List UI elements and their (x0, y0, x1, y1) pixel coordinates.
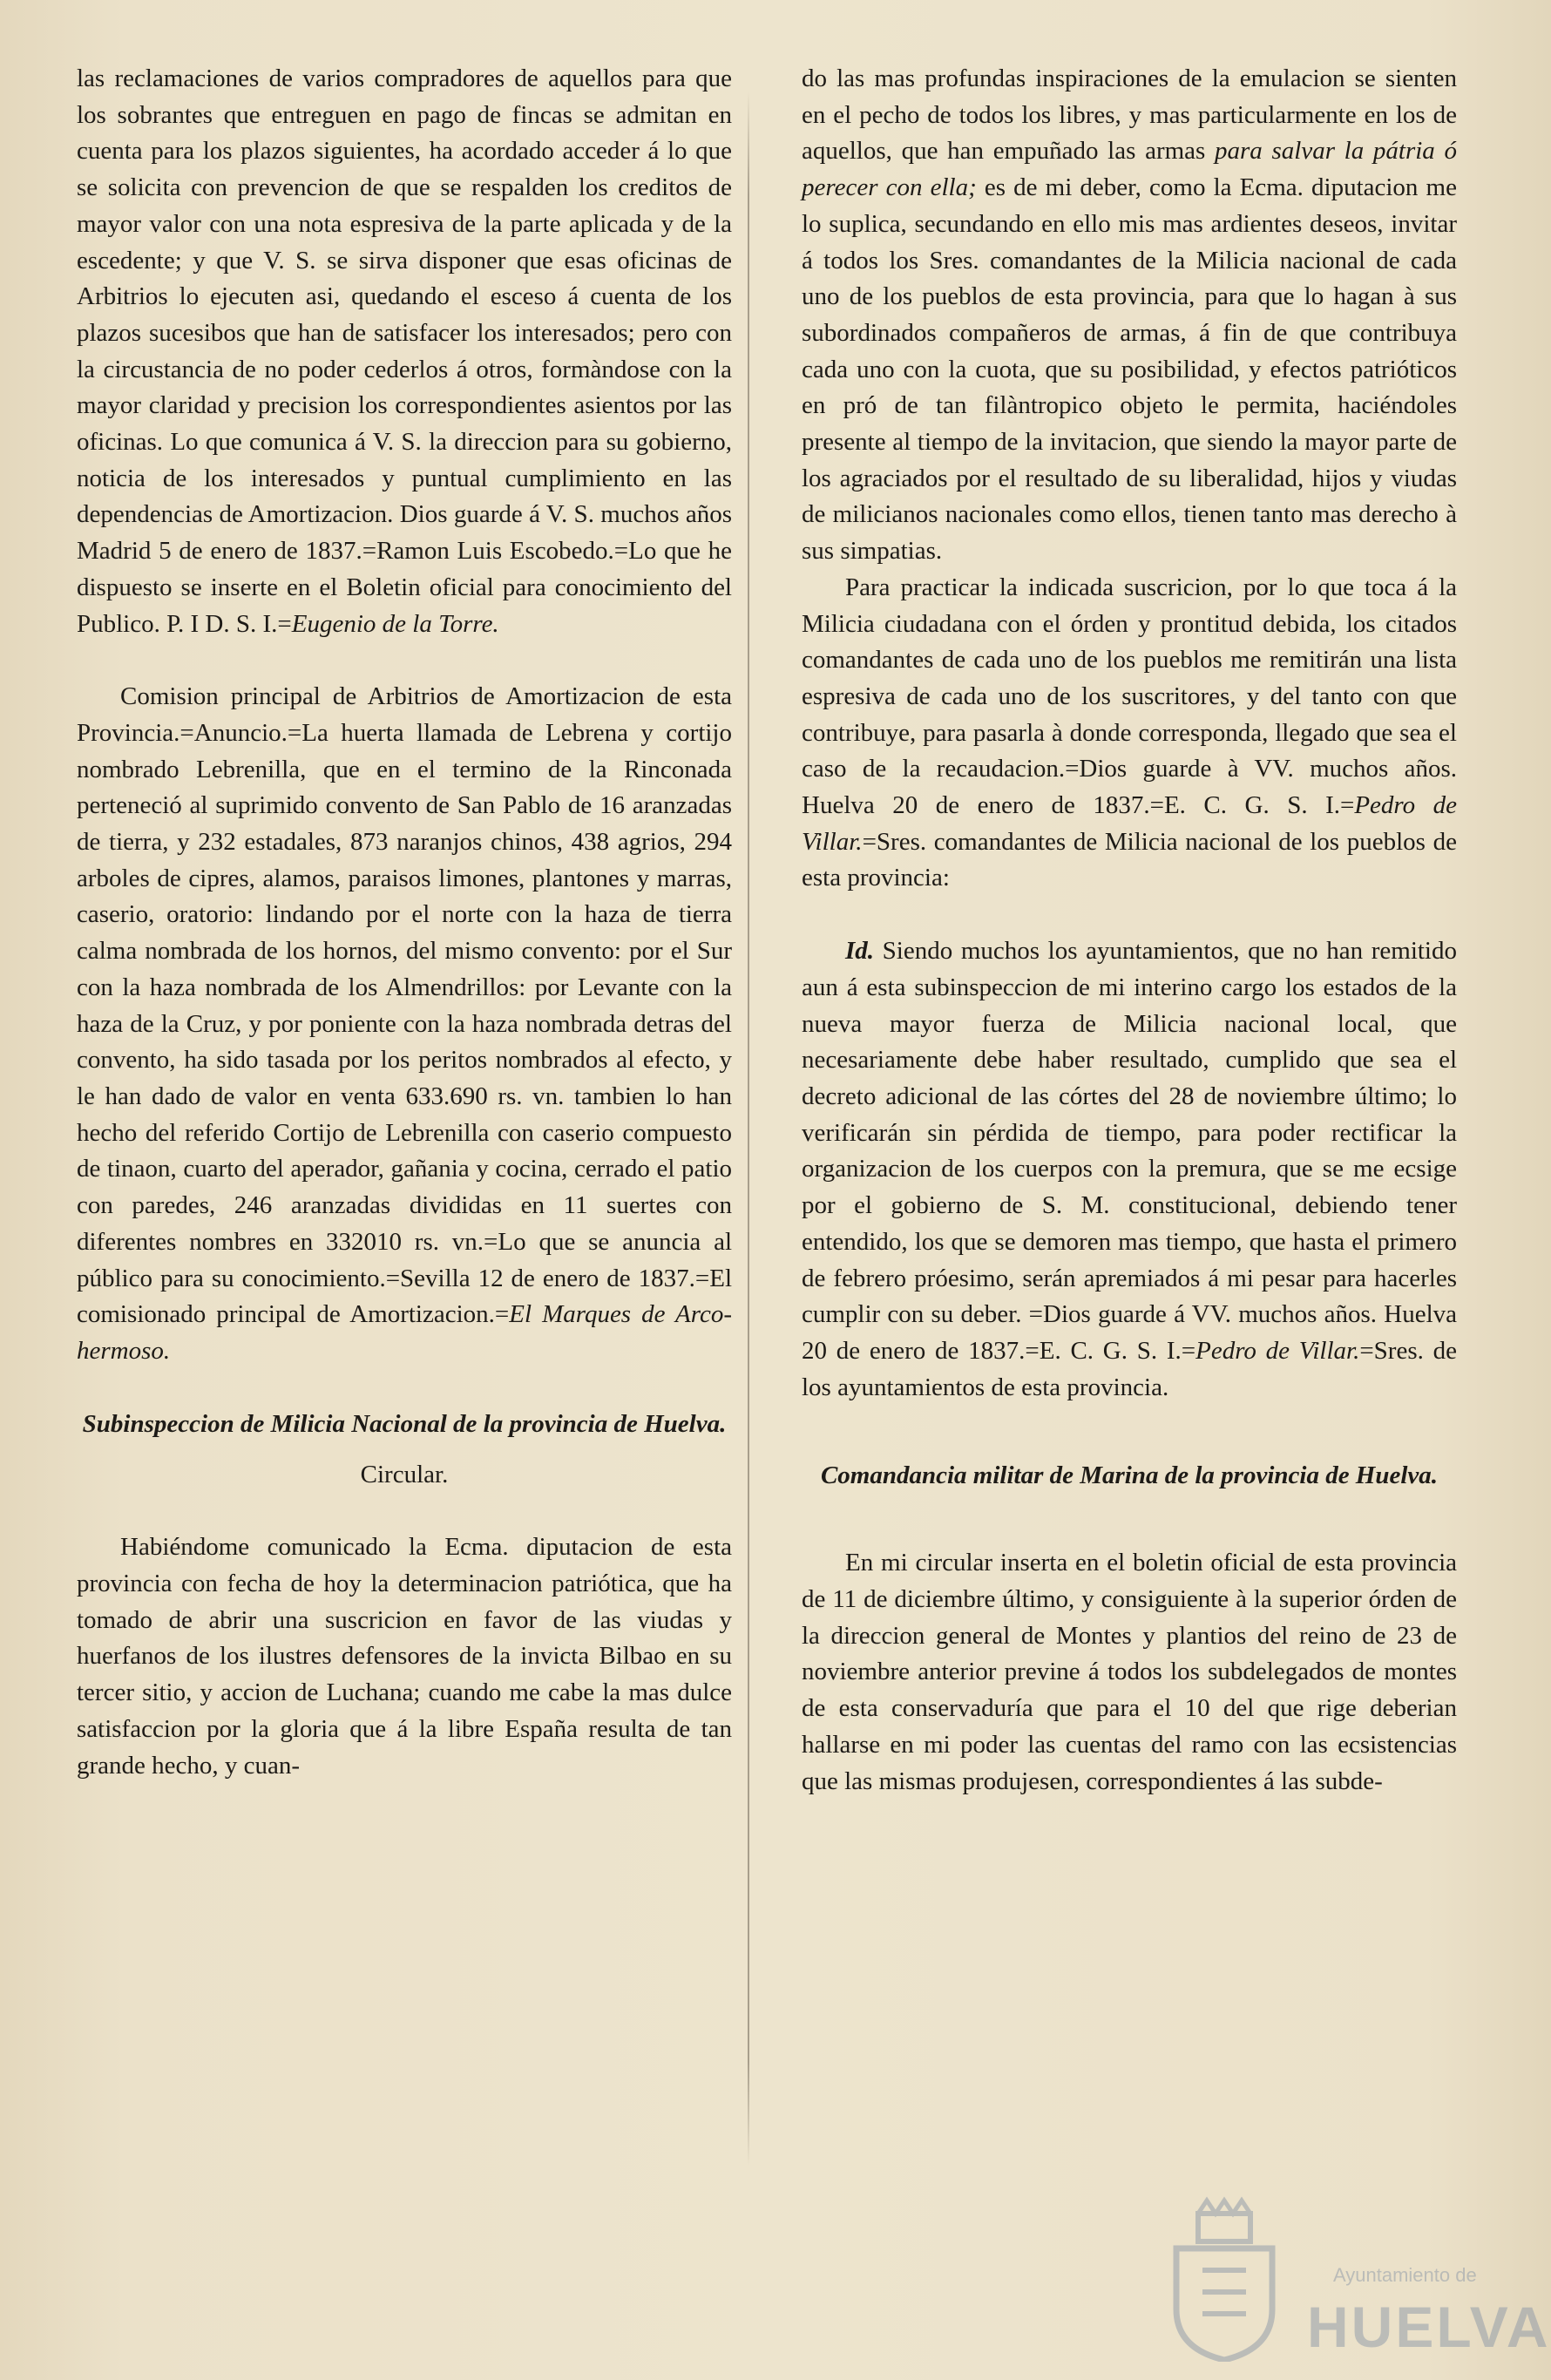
paragraph-amortizacion-escedente (77, 61, 732, 642)
section-heading-marina: Comandancia militar de Marina de la provincia de Huelva. (820, 1461, 1439, 1490)
signature-villar: Pedro de Villar. (802, 791, 1457, 856)
paragraph-text: Siendo muchos los ayuntamientos, que no han remitido aun á esta subinspeccion de mi interino cargo los estados de la nueva mayor fuerza de Milicia nacional local, que necesariamente debe haber resultado, cumplido que sea el decreto adicional de las córtes del 28 de noviembre último; lo verificarán sin pérdida de tiempo, para poder rectificar la organizacion de los cuerpos con la premura, que se me ecsige por el gobierno de S. M. constitucional, debiendo tener entendido, los que se demoren mas tiempo, que hasta el primero de febrero próesimo, serán apremiados á mi pesar para hacerles cumplir con su deber. =Dios guarde á VV. muchos años. Huelva 20 de enero de 1837.=E. C. G. S. I.= (802, 937, 1457, 1365)
section-heading-milicia: Subinspeccion de Milicia Nacional de la provincia de Huelva. (82, 1409, 727, 1438)
paragraph-text: Comision principal de Arbitrios de Amortizacion de esta Provincia.=Anuncio.=La huerta llamada de Lebrena y cortijo nombrado Lebrenilla, que en el termino de la Rinconada perteneció al suprimido convento de San Pablo de 16 aranzadas de tierra, y 232 estadales, 873 naranjos chinos, 438 agrios, 294 arboles de cipres, alamos, paraisos limones, plantones y marras, caserio, oratorio: lindando por el norte con la haza de tierra calma nombrada de los hornos, del mismo convento: por el Sur con la haza nombrada de los Almendrillos: por Levante con la haza de la Cruz, y por poniente con la haza nombrada detras del convento, ha sido tasada por los peritos nombrados al efecto, y le han dado de valor en venta 633.690 rs. vn. tambien lo han hecho del referido Cortijo de Lebrenilla con caserio compuesto de tinaon, cuarto del aperador, gañania y cocina, cerrado el patio con paredes, 246 aranzadas divididas en 11 suertes con diferentes nombres en 332010 rs. vn.=Lo que se anuncia al público para su conocimiento.=Sevilla 12 de enero de 1837.=El comisionado principal de Amortizacion.= (77, 682, 732, 1329)
huelva-logo (1159, 2196, 1551, 2366)
paragraph-circular-bilbao: Habiéndome comunicado la Ecma. diputacion de esta provincia con fecha de hoy la determinacion patriótica, que ha tomado de abrir una suscricion en favor de las viudas y huerfanos de los ilustres defensores de la invicta Bilbao en su tercer sitio, y accion de Luchana; cuando me cabe la mas dulce satisfaccion por la gloria que á la libre España resulta de tan grande hecho, y cuan- (77, 1533, 732, 1780)
signature-marques: El Marques de Arco-hermoso. (77, 1300, 732, 1365)
left-column (77, 61, 732, 1784)
paragraph-text: =Sres. comandantes de Milicia nacional de los pueblos de esta provincia: (802, 827, 1457, 892)
circular-heading: Circular. (360, 1460, 449, 1488)
paragraph-text: es de mi deber, como la Ecma. diputacion me lo suplica, secundando en ello mis mas ardientes deseos, invitar á todos los Sres. comandantes de la Milicia nacional de cada uno de los pueblos de esta provincia, para que lo hagan à sus subordinados compañeros de armas, á fin de que contribuya cada uno con la cuota, que su posibilidad, y efectos patrióticos en pró de tan filàntropico objeto le permita, haciéndoles presente al tiempo de la invitacion, que siendo la mayor parte de los agraciados por el resultado de su liberalidad, hijos y viudas de milicianos nacionales como ellos, tienen tanto mas derecho à sus simpatias. (802, 173, 1457, 566)
logo-title: HUELVA (1307, 2295, 1551, 2359)
paragraph-anuncio-lebrena (77, 679, 732, 1369)
id-label: Id. (845, 937, 875, 966)
paragraph-text: do las mas profundas inspiraciones de la emulacion se sienten en el pecho de todos los libres, y mas particularmente en los de aquellos, que han empuñado las armas (802, 64, 1457, 166)
paragraph-text: las reclamaciones de varios compradores de aquellos para que los sobrantes que entreguen en pago de fincas se admitan en cuenta para los plazos siguientes, ha acordado acceder á lo que se solicita con prevencion de que se respalden los creditos de mayor valor con una nota espresiva de la parte aplicada y de la escedente; y que V. S. se sirva disponer que esas oficinas de Arbitrios lo ejecuten asi, quedando el esceso á cuenta de los plazos sucesibos que han de satisfacer los interesados; pero con la circustancia de no poder cederlos á otros, formàndose con la mayor claridad y precision los correspondientes asientos por las oficinas. Lo que comunica á V. S. la direccion para su gobierno, noticia de los interesados y puntual cumplimiento en las dependencias de Amortizacion. Dios guarde á V. S. muchos años Madrid 5 de enero de 1837.=Ramon Luis Escobedo.=Lo que he dispuesto se inserte en el Boletin oficial para conocimiento del Publico. P. I D. S. I.= (77, 64, 732, 638)
right-column (802, 61, 1457, 1800)
coat-of-arms-icon (1159, 2196, 1290, 2362)
paragraph-text: Para practicar la indicada suscricion, por lo que toca á la Milicia ciudadana con el órden y prontitud debida, los citados comandantes de cada uno de los pueblos me remitirán una lista espresiva de cada uno de los suscritores, y del tanto con que contribuye, para pasarla à donde corresponda, llegado que sea el caso de la recaudacion.=Dios guarde à VV. muchos años. Huelva 20 de enero de 1837.=E. C. G. S. I.= (802, 573, 1457, 820)
paragraph-practicar (802, 570, 1457, 897)
logo-subtitle: Ayuntamiento de (1333, 2264, 1477, 2286)
italic-phrase: para salvar la pátria ó perecer con ella; (802, 137, 1457, 202)
paragraph-text: =Sres. de los ayuntamientos de esta provincia. (802, 1336, 1457, 1401)
column-divider (748, 92, 749, 2166)
signature-eugenio: Eugenio de la Torre. (291, 609, 499, 638)
paragraph-ayuntamientos (802, 933, 1457, 1406)
paragraph-montes: En mi circular inserta en el boletin oficial de esta provincia de 11 de diciembre último, y consiguiente à la superior órden de la direccion general de Montes y plantios del reino de 23 de noviembre anterior previne á todos los subdelegados de montes de esta conservaduría que para el 10 del que rige deberian hallarse en mi poder las cuentas del ramo con las ecsistencias que las mismas produjesen, correspondientes á las subde- (802, 1549, 1457, 1795)
paragraph-suscricion (802, 61, 1457, 570)
signature-villar: Pedro de Villar. (1195, 1336, 1360, 1365)
